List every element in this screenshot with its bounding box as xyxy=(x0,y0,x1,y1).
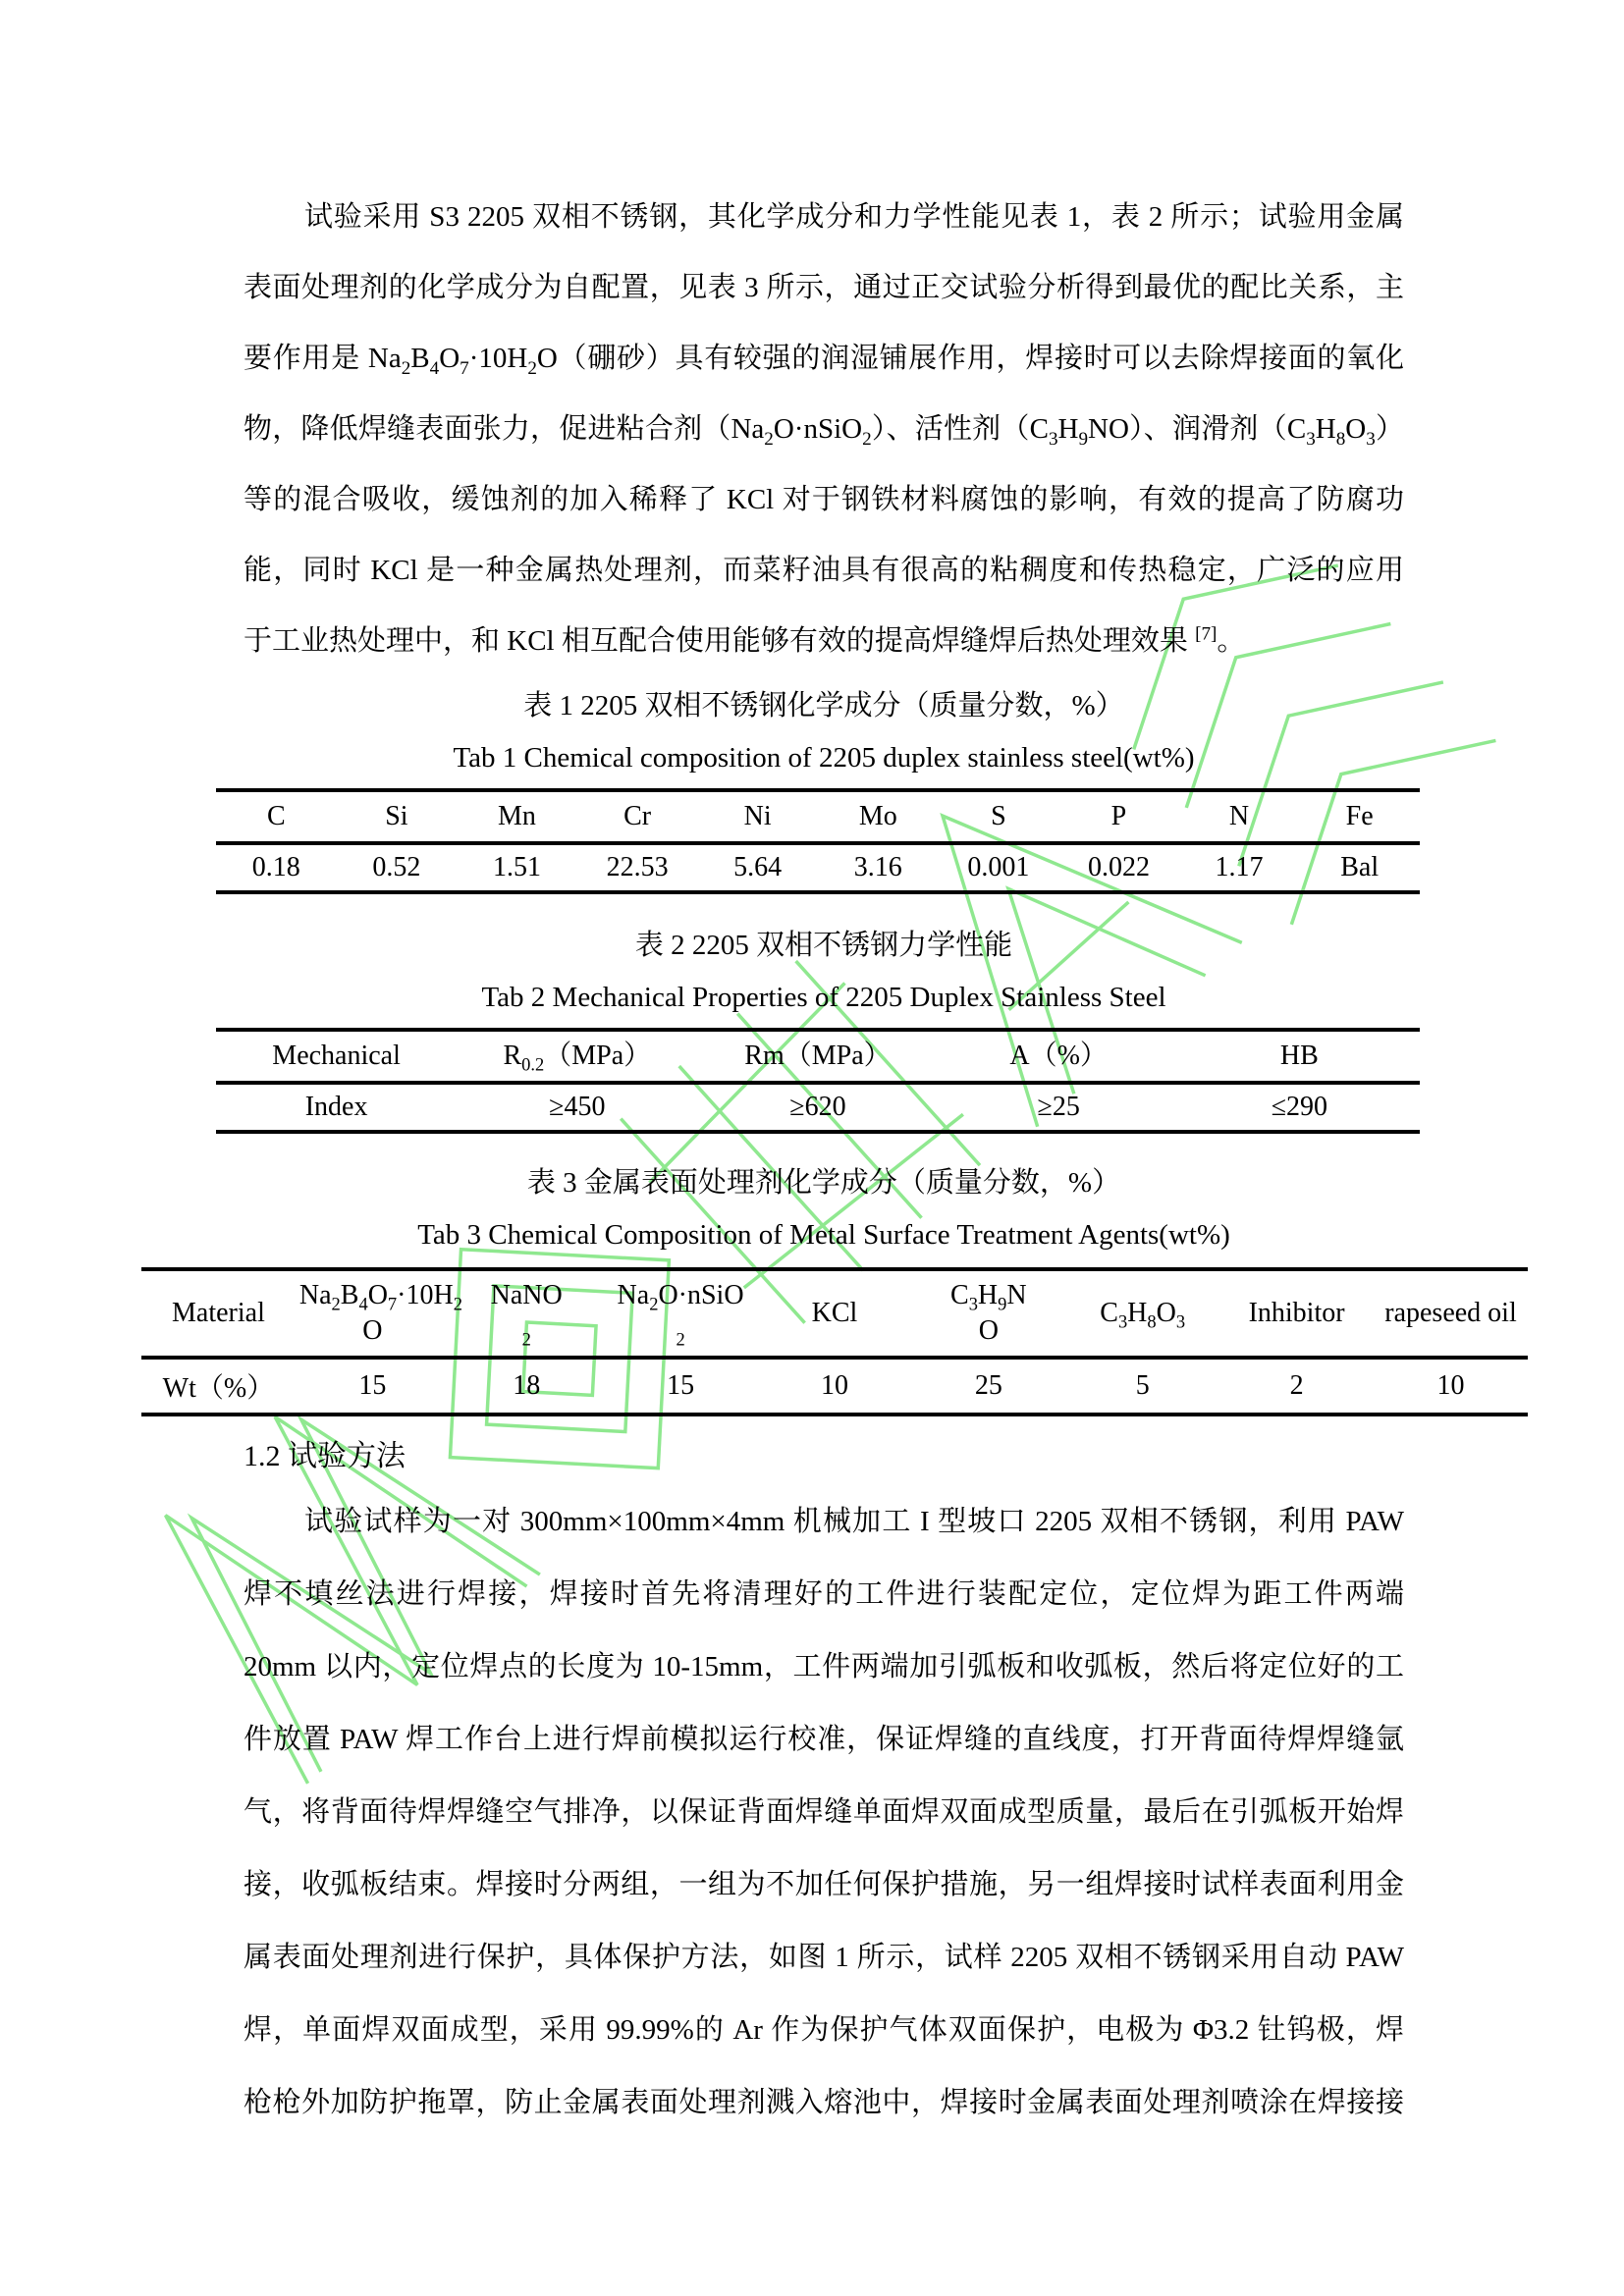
text-line: 件放置 PAW 焊工作台上进行焊前模拟运行校准，保证焊缝的直线度，打开背面待焊焊缝氩 xyxy=(244,1724,1404,1755)
table-cell: 5.64 xyxy=(733,852,783,882)
paragraph-materials xyxy=(244,182,1404,676)
table-header-cell: Ni xyxy=(743,801,772,831)
table-header-cell: N xyxy=(1228,801,1250,831)
table-cell: ≥25 xyxy=(1037,1092,1080,1122)
table-header-cell: Mechanical xyxy=(272,1041,401,1071)
table-cell: ≥450 xyxy=(549,1092,606,1122)
table-2-section xyxy=(244,920,1404,1134)
table-cell: Wt（%） xyxy=(162,1373,275,1404)
table-cell: 3.16 xyxy=(853,852,902,882)
table-cell: 0.001 xyxy=(967,852,1030,882)
table-header-cell: Material xyxy=(172,1298,265,1328)
table-header-cell: Mo xyxy=(858,801,897,831)
table-1-section xyxy=(244,680,1404,894)
table-header-cell: $C_3H_9N$ O xyxy=(950,1280,1027,1346)
table-cell: 10 xyxy=(1436,1370,1465,1401)
table-3-section xyxy=(162,1157,1517,1416)
text-line: 接，收弧板结束。焊接时分两组，一组为不加任何保护措施，另一组焊接时试样表面利用金 xyxy=(244,1869,1404,1900)
table-header-cell: HB xyxy=(1279,1041,1319,1071)
text-line: 属表面处理剂进行保护，具体保护方法，如图 1 所示，试样 2205 双相不锈钢采用自动 PAW xyxy=(244,1942,1404,1973)
text-line: 要作用是 $Na_2B_4O_7\cdot 10H_2O$（硼砂）具有较强的润湿铺展作用，焊接时可以去除焊接面的氧化 xyxy=(244,343,1404,379)
table-cell: Index xyxy=(304,1092,368,1122)
table3-caption-cn: 表 3 金属表面处理剂化学成分（质量分数，%） xyxy=(526,1167,1121,1199)
table-header-cell: Rm（MPa） xyxy=(744,1041,892,1071)
table-header-cell: NaNO $_2$ xyxy=(490,1280,563,1350)
paragraph-method xyxy=(244,1485,1404,2139)
table-cell: 2 xyxy=(1289,1370,1304,1401)
table-chemical-composition-2205 xyxy=(216,788,1420,894)
table-header-cell: Si xyxy=(385,801,408,831)
table-header-cell: KCl xyxy=(811,1298,858,1328)
table-cell: 0.52 xyxy=(372,852,421,882)
table-cell: 15 xyxy=(667,1370,695,1401)
table-row xyxy=(216,843,1420,892)
table-cell: ≤290 xyxy=(1271,1092,1328,1122)
table-cell: 15 xyxy=(358,1370,387,1401)
table-cell: 18 xyxy=(513,1370,541,1401)
text-line: 于工业热处理中，和 KCl 相互配合使用能够有效的提高焊缝焊后热处理效果 [7]。 xyxy=(244,623,1246,657)
table-header-cell: Cr xyxy=(623,801,652,831)
table-header-cell: Inhibitor xyxy=(1248,1298,1345,1328)
table1-caption-en: Tab 1 Chemical composition of 2205 duplex stainless steel(wt%) xyxy=(453,742,1195,774)
table-header-cell: rapeseed oil xyxy=(1384,1298,1517,1328)
table2-caption-en: Tab 2 Mechanical Properties of 2205 Duplex Stainless Steel xyxy=(481,982,1166,1013)
table-cell: 0.18 xyxy=(251,852,300,882)
table-row xyxy=(141,1358,1528,1415)
section-heading: 1.2 试验方法 xyxy=(244,1440,406,1472)
table1-caption-cn: 表 1 2205 双相不锈钢化学成分（质量分数，%） xyxy=(523,690,1124,721)
table-header-cell: Mn xyxy=(498,801,536,831)
table-cell: 5 xyxy=(1135,1370,1150,1401)
table-mechanical-properties xyxy=(216,1028,1420,1134)
table-row xyxy=(216,1083,1420,1132)
table-header-cell: P xyxy=(1110,801,1127,831)
text-line: 试验试样为一对 300mm×100mm×4mm 机械加工 I 型坡口 2205 双相不锈钢，利用 PAW xyxy=(304,1506,1404,1537)
table-cell: 0.022 xyxy=(1087,852,1150,882)
table-cell: 22.53 xyxy=(606,852,669,882)
table-cell: 25 xyxy=(974,1370,1002,1401)
text-line: 表面处理剂的化学成分为自配置，见表 3 所示，通过正交试验分析得到最优的配比关系，主 xyxy=(244,272,1404,303)
table-header-cell: S xyxy=(991,801,1006,831)
table-cell: ≥620 xyxy=(789,1092,846,1122)
text-line: 焊不填丝法进行焊接，焊接时首先将清理好的工件进行装配定位，定位焊为距工件两端 xyxy=(244,1578,1404,1610)
text-line: 焊，单面焊双面成型，采用 99.99%的 Ar 作为保护气体双面保护，电极为 Φ3.2 钍钨极，焊 xyxy=(244,2014,1404,2046)
text-line: 物，降低焊缝表面张力，促进粘合剂$(Na_2O\cdot nSiO_2)$、活性剂$(C_3H_9NO)$、润滑剂$(C_3H_8O_3)$ xyxy=(244,413,1404,450)
table-header-cell: $R_{0.2}(MPa)$ xyxy=(503,1041,652,1075)
table-cell: 10 xyxy=(820,1370,848,1401)
table-header-cell: A（%） xyxy=(1009,1041,1108,1071)
table3-caption-en: Tab 3 Chemical Composition of Metal Surface Treatment Agents(wt%) xyxy=(417,1219,1230,1251)
gap xyxy=(244,1134,1404,1153)
text-line: 20mm 以内，定位焊点的长度为 10-15mm，工件两端加引弧板和收弧板，然后将定位好的工 xyxy=(244,1651,1404,1682)
table-cell: 1.17 xyxy=(1215,852,1264,882)
table-surface-treatment-agents xyxy=(141,1267,1528,1416)
text-line: 能，同时 KCl 是一种金属热处理剂，而菜籽油具有很高的粘稠度和传热稳定，广泛的应用 xyxy=(244,555,1404,586)
gap xyxy=(244,894,1404,916)
table2-caption-cn: 表 2 2205 双相不锈钢力学性能 xyxy=(634,930,1013,961)
text-line: 气，将背面待焊焊缝空气排净，以保证背面焊缝单面焊双面成型质量，最后在引弧板开始焊 xyxy=(244,1796,1404,1828)
text-line: 等的混合吸收，缓蚀剂的加入稀释了 KCl 对于钢铁材料腐蚀的影响，有效的提高了防腐功 xyxy=(244,484,1404,515)
table-cell: Bal xyxy=(1340,852,1380,882)
table-header-cell: $Na_2O\cdot nSiO$ $_2$ xyxy=(617,1280,744,1350)
top-margin xyxy=(244,0,1404,182)
table-header-cell: $C_3H_8O_3$ xyxy=(1100,1298,1186,1332)
table-header-cell: Fe xyxy=(1345,801,1374,831)
table-header-cell: $Na_2B_4O_7\cdot 10H_2$ O xyxy=(298,1280,462,1346)
table-cell: 1.51 xyxy=(492,852,541,882)
text-line: 试验采用 S3 2205 双相不锈钢，其化学成分和力学性能见表 1，表 2 所示；试验用金属 xyxy=(304,201,1404,233)
page-body xyxy=(162,0,1517,2139)
text-line: 枪枪外加防护拖罩，防止金属表面处理剂溅入熔池中，焊接时金属表面处理剂喷涂在焊接接 xyxy=(244,2087,1404,2118)
table-header-cell: C xyxy=(266,801,286,831)
